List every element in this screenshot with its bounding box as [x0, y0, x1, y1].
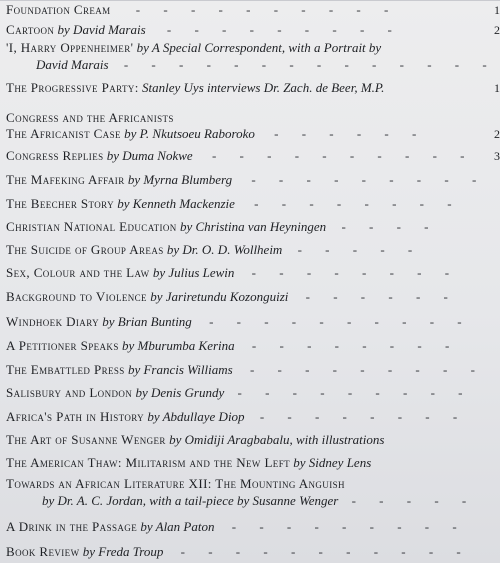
- top-edge-rule: [0, 0, 500, 1]
- entry-author: by P. Nkutsoeu Raboroko: [124, 126, 255, 141]
- entry-author: by Christina van Heyningen: [179, 219, 327, 234]
- entry-title: Towards an African Literature XII: The Mounting Anguish: [6, 476, 345, 491]
- entry-author: by Duma Nokwe: [106, 148, 193, 163]
- toc-entry: [6, 2, 500, 18]
- entry-author: by Dr. O. D. Wollheim: [166, 242, 283, 257]
- leader-dashes: - - - - - - - - -: [251, 172, 487, 187]
- entry-author: David Marais: [36, 57, 109, 72]
- toc-entry: [6, 148, 500, 164]
- entry-title: The Mafeking Affair: [6, 172, 125, 187]
- entry-author: by Sidney Lens: [293, 455, 372, 470]
- entry-title: The Africanist Case: [6, 126, 121, 141]
- leader-dashes: - - - - -: [297, 242, 423, 257]
- entry-author: by A Special Correspondent, with a Portrait by: [136, 40, 382, 55]
- toc-entry: [6, 219, 500, 235]
- toc-entry: [6, 455, 500, 471]
- entry-author: by Mburumba Kerina: [121, 338, 235, 353]
- entry-author: by Francis Williams: [127, 362, 233, 377]
- page-number: 1: [494, 81, 500, 95]
- toc-entry: [6, 544, 500, 560]
- toc-entry: [6, 265, 500, 281]
- toc-entry-continuation: [36, 57, 500, 73]
- entry-title: The Suicide of Group Areas: [6, 242, 164, 257]
- leader-dashes: - - - - - - - - -: [166, 22, 402, 37]
- toc-entry: [6, 242, 500, 258]
- leader-dashes: - - - - - - - - -: [249, 362, 485, 377]
- entry-title: Salisbury and London: [6, 385, 133, 400]
- toc-entry: [6, 519, 500, 535]
- leader-dashes: - - - - - -: [305, 289, 458, 304]
- entry-title: The Progressive Party:: [6, 80, 139, 95]
- leader-dashes: - - - -: [341, 219, 439, 234]
- toc-entry: [6, 432, 500, 448]
- entry-title: Congress and the Africanists: [6, 110, 174, 125]
- entry-title: The Embattled Press: [6, 362, 125, 377]
- entry-title: Christian National Education: [6, 219, 177, 234]
- toc-entry: [6, 172, 500, 188]
- leader-dashes: - - - - - - - - - - - - - -: [123, 57, 497, 72]
- entry-title: The Beecher Story: [6, 196, 114, 211]
- entry-author: by Jariretundu Kozonguizi: [150, 289, 289, 304]
- toc-entry: [6, 40, 500, 56]
- entry-author: by Kenneth Mackenzie: [117, 196, 235, 211]
- entry-title: Background to Violence: [6, 289, 147, 304]
- page-number: 3: [494, 149, 500, 163]
- entry-author: by Freda Troup: [82, 544, 164, 559]
- toc-entry: [6, 126, 500, 142]
- leader-dashes: - - - - - - - - - -: [209, 314, 472, 329]
- toc-entry: [6, 362, 500, 378]
- page-number: 2: [494, 23, 500, 37]
- toc-entry: [6, 338, 500, 354]
- leader-dashes: - - - - - - - -: [259, 409, 468, 424]
- entry-title: Cartoon: [6, 22, 55, 37]
- leader-dashes: - - - - - - - - -: [231, 519, 467, 534]
- toc-entry: [6, 409, 500, 425]
- entry-author: by Denis Grundy: [135, 385, 225, 400]
- entry-author: by Julius Lewin: [152, 265, 235, 280]
- leader-dashes: - - - - - -: [274, 126, 427, 141]
- entry-author: by Myrna Blumberg: [127, 172, 233, 187]
- leader-dashes: - - - - - - - - - -: [135, 2, 399, 17]
- toc-entry: [6, 80, 500, 96]
- leader-dashes: - - - - -: [351, 493, 477, 508]
- toc-entry: [6, 314, 500, 330]
- toc-entry: [6, 476, 500, 492]
- leader-dashes: - - - - - - - - - - -: [180, 544, 471, 559]
- entry-title: Book Review: [6, 544, 80, 559]
- entry-author: by Dr. A. C. Jordan, with a tail-piece by Susanne Wenger: [42, 493, 339, 508]
- page-number: 1: [494, 3, 500, 17]
- entry-title: A Drink in the Passage: [6, 519, 138, 534]
- entry-title: Foundation Cream: [6, 2, 111, 17]
- leader-dashes: - - - - - - - - -: [237, 385, 473, 400]
- entry-title: The American Thaw: Militarism and the New Left: [6, 455, 291, 470]
- entry-author: by Abdullaye Diop: [147, 409, 245, 424]
- entry-author: by Omidiji Aragbabalu, with illustrations: [169, 432, 385, 447]
- entry-title: 'I, Harry Oppenheimer': [6, 40, 134, 55]
- entry-title: The Art of Susanne Wenger: [6, 432, 166, 447]
- leader-dashes: - - - - - - - -: [251, 338, 460, 353]
- toc-section-heading: [6, 110, 500, 126]
- leader-dashes: - - - - - - - - - -: [211, 148, 475, 163]
- leader-dashes: - - - - - - - -: [254, 196, 462, 211]
- entry-title: A Petitioner Speaks: [6, 338, 119, 353]
- entry-title: Sex, Colour and the Law: [6, 265, 150, 280]
- entry-title: Africa's Path in History: [6, 409, 145, 424]
- leader-dashes: - - - - - - - -: [251, 265, 460, 280]
- entry-author: Stanley Uys interviews Dr. Zach. de Beer, M.P.: [142, 80, 385, 95]
- entry-author: by David Marais: [57, 22, 146, 37]
- entry-author: by Brian Bunting: [102, 314, 192, 329]
- toc-entry: [6, 22, 500, 38]
- toc-entry: [6, 385, 500, 401]
- toc-entry-continuation: [42, 493, 500, 509]
- entry-title: Congress Replies: [6, 148, 104, 163]
- toc-entry: [6, 196, 500, 212]
- toc-entry: [6, 289, 500, 305]
- entry-author: by Alan Paton: [140, 519, 215, 534]
- entry-title: Windhoek Diary: [6, 314, 100, 329]
- page-number: 2: [494, 127, 500, 141]
